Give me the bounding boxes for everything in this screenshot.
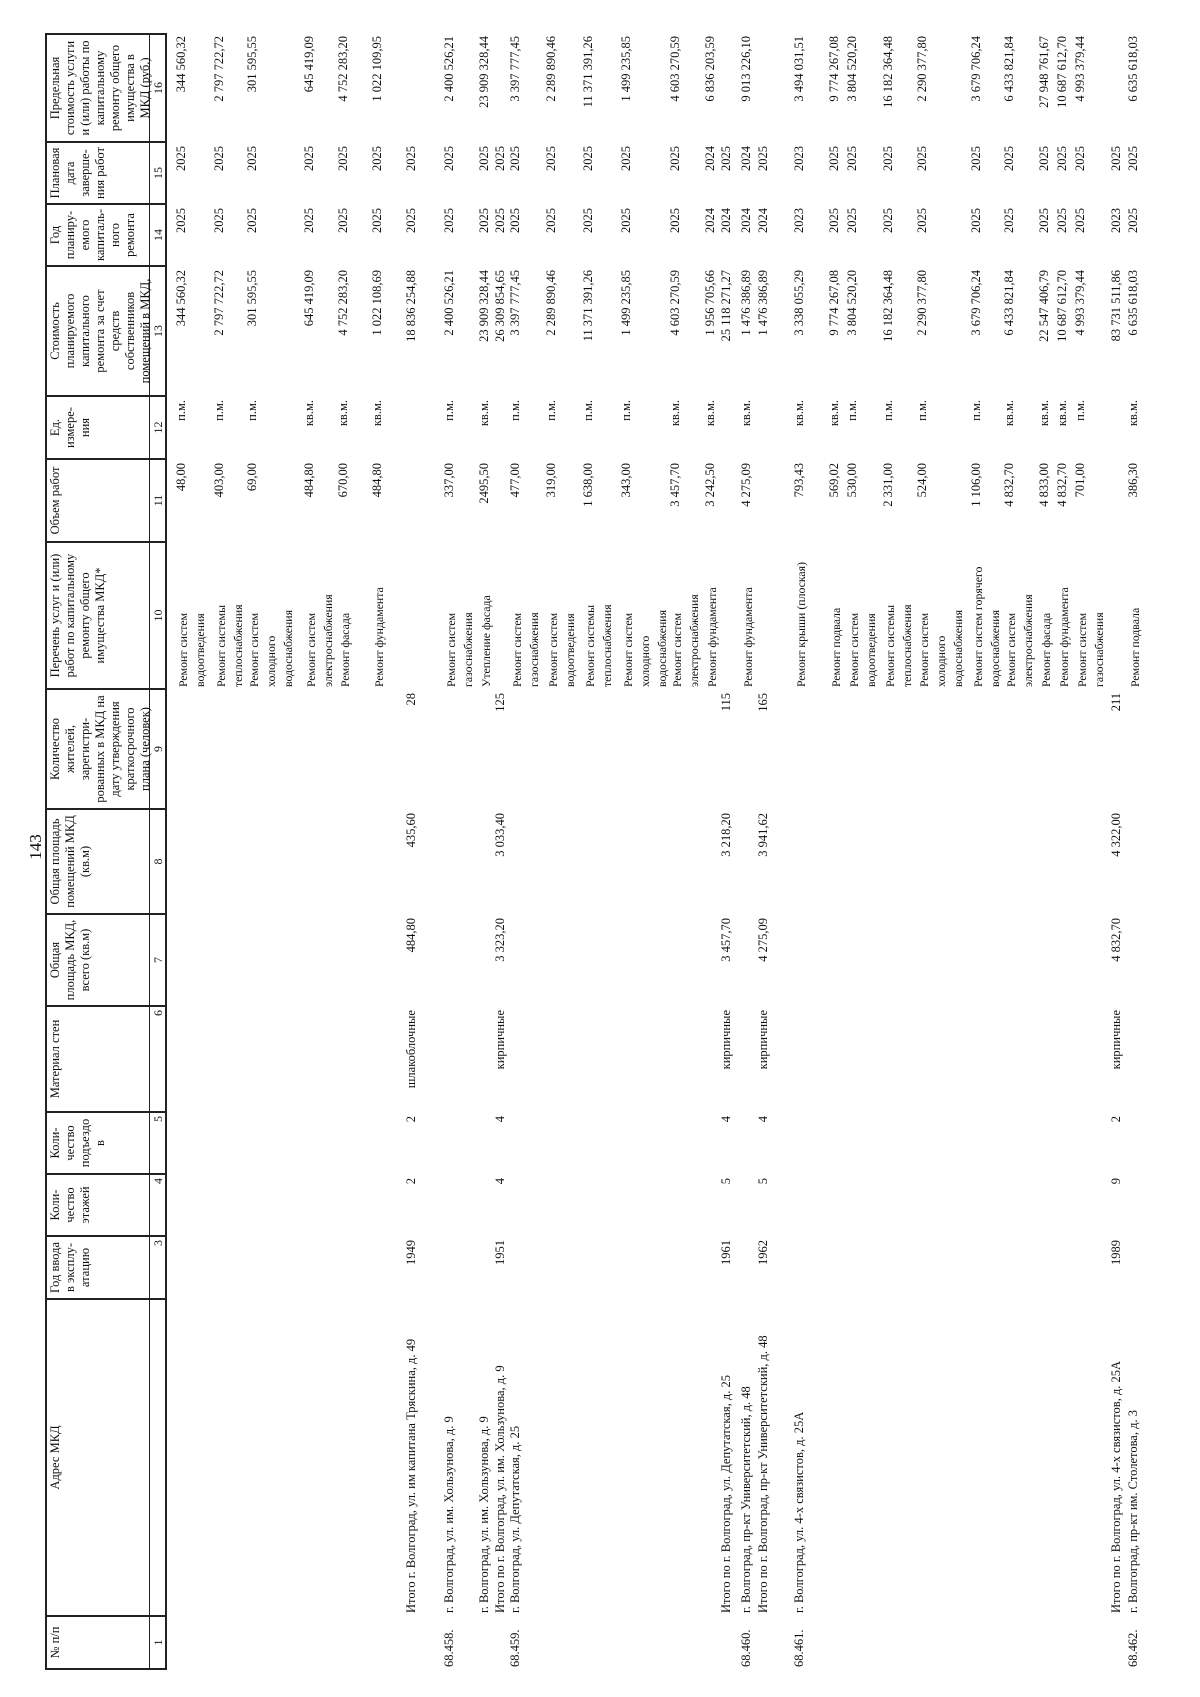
cell-residents: 165 [756, 693, 770, 712]
column-header-16: Предельная стоимость услуги и (или) работы по капитальному ремонту общего имущества в МКД (руб.) [45, 33, 150, 143]
cell-rooms-area: 3 941,62 [756, 813, 770, 857]
cell-limit-cost: 6 836 203,59 [703, 36, 717, 102]
cell-plan-year: 2025 [881, 208, 895, 233]
cell-plan-year: 2024 [756, 208, 770, 233]
cell-address: г. Волгоград, пр-кт Университетский, д. 48 [739, 1386, 753, 1613]
cell-work: Ремонт систем электроснабжения [670, 594, 701, 687]
cell-plan-year: 2025 [1037, 208, 1051, 233]
cell-work: Ремонт систем холодного водоснабжения [917, 609, 965, 687]
cell-cost: 3 679 706,24 [969, 270, 983, 336]
column-header-6: Материал стен [45, 1007, 150, 1113]
cell-num: 68.460. [739, 1629, 753, 1667]
cell-work: Ремонт фасада [338, 612, 352, 687]
cell-cost: 2 400 526,21 [442, 270, 456, 336]
cell-limit-cost: 16 182 364,48 [881, 36, 895, 108]
cell-volume: 343,00 [619, 463, 633, 498]
cell-volume: 4 833,00 [1037, 463, 1051, 507]
column-header-9: Количество жителей, зарегистри- рованных в МКД на дату утверждения краткосрочного плана (человек) [45, 690, 150, 810]
cell-floors: 5 [756, 1178, 770, 1185]
column-header-15: Плановая дата заверше- ния работ [45, 143, 150, 205]
cell-limit-cost: 2 289 890,46 [544, 36, 558, 102]
cell-limit-cost: 3 804 520,20 [845, 36, 859, 102]
cell-cost: 16 182 364,48 [881, 270, 895, 342]
cell-rooms-area: 3 218,20 [719, 813, 733, 857]
cell-plan-year: 2023 [1109, 208, 1123, 233]
cell-unit: п.м. [544, 400, 558, 421]
cell-plan-year: 2025 [969, 208, 983, 233]
cell-address: г. Волгоград, пр-кт им. Столетова, д. 3 [1126, 1410, 1140, 1613]
cell-plan-year: 2025 [477, 208, 491, 233]
cell-end-year: 2025 [1002, 146, 1016, 171]
cell-plan-year: 2025 [370, 208, 384, 233]
column-number-15: 15 [150, 143, 167, 205]
cell-end-year: 2025 [1073, 146, 1087, 171]
cell-address: г. Волгоград, ул. им. Хользунова, д. 9 [477, 1416, 491, 1613]
cell-end-year: 2025 [1055, 146, 1069, 171]
cell-end-year: 2025 [302, 146, 316, 171]
cell-cost: 3 338 055,29 [792, 270, 806, 336]
cell-volume: 2 331,00 [881, 463, 895, 507]
cell-volume: 337,00 [442, 463, 456, 498]
cell-volume: 2495,50 [477, 463, 491, 504]
cell-limit-cost: 11 371 391,26 [581, 36, 595, 108]
cell-volume: 4 832,70 [1055, 463, 1069, 507]
cell-volume: 530,00 [845, 463, 859, 498]
cell-residents: 115 [719, 693, 733, 712]
cell-end-year: 2023 [792, 146, 806, 171]
cell-work: Ремонт систем электроснабжения [1004, 594, 1035, 687]
cell-cost: 3 804 520,20 [845, 270, 859, 336]
cell-end-year: 2025 [370, 146, 384, 171]
cell-unit: п.м. [212, 400, 226, 421]
cell-end-year: 2025 [668, 146, 682, 171]
cell-plan-year: 2025 [915, 208, 929, 233]
cell-work: Ремонт систем газоснабжения [1075, 612, 1106, 687]
cell-cost: 1 499 235,85 [619, 270, 633, 336]
cell-volume: 1 638,00 [581, 463, 595, 507]
cell-limit-cost: 23 909 328,44 [477, 36, 491, 108]
column-number-12: 12 [150, 397, 167, 460]
cell-residents: 125 [493, 693, 507, 712]
cell-num: 68.461. [792, 1629, 806, 1667]
cell-volume: 524,00 [915, 463, 929, 498]
page-number: 143 [26, 834, 45, 860]
cell-end-year: 2025 [493, 146, 507, 171]
cell-total-area: 3 457,70 [719, 918, 733, 962]
cell-limit-cost: 4 993 379,44 [1073, 36, 1087, 102]
cell-volume: 69,00 [245, 463, 259, 492]
cell-volume: 319,00 [544, 463, 558, 498]
cell-unit: кв.м. [370, 400, 384, 427]
column-number-1: 1 [150, 1617, 167, 1670]
cell-work: Ремонт фасада [1039, 612, 1053, 687]
cell-plan-year: 2025 [336, 208, 350, 233]
cell-cost: 1 022 108,69 [370, 270, 384, 336]
cell-end-year: 2025 [174, 146, 188, 171]
cell-end-year: 2025 [619, 146, 633, 171]
cell-cost: 4 603 270,59 [668, 270, 682, 336]
cell-limit-cost: 344 560,32 [174, 36, 188, 93]
cell-plan-year: 2025 [1002, 208, 1016, 233]
cell-cost: 10 687 612,70 [1055, 270, 1069, 342]
cell-cost: 11 371 391,26 [581, 270, 595, 342]
cell-year-built: 1962 [756, 1240, 770, 1265]
cell-unit: кв.м. [792, 400, 806, 427]
cell-end-year: 2025 [336, 146, 350, 171]
cell-cost: 344 560,32 [174, 270, 188, 327]
cell-unit: п.м. [245, 400, 259, 421]
cell-address: г. Волгоград, ул. им. Хользунова, д. 9 [442, 1416, 456, 1613]
column-number-3: 3 [150, 1237, 167, 1300]
cell-unit: кв.м. [336, 400, 350, 427]
cell-plan-year: 2025 [493, 208, 507, 233]
cell-cost: 22 547 406,79 [1037, 270, 1051, 342]
cell-plan-year: 2024 [739, 208, 753, 233]
cell-end-year: 2025 [508, 146, 522, 171]
cell-unit: кв.м. [1037, 400, 1051, 427]
cell-end-year: 2025 [1126, 146, 1140, 171]
cell-limit-cost: 9 013 226,10 [739, 36, 753, 102]
cell-limit-cost: 2 400 526,21 [442, 36, 456, 102]
cell-wall-material: кирпичные [493, 1010, 507, 1070]
cell-work: Ремонт фундамента [741, 587, 755, 687]
cell-limit-cost: 2 290 377,80 [915, 36, 929, 102]
column-number-10: 10 [150, 543, 167, 690]
cell-cost: 18 836 254,88 [404, 270, 418, 342]
cell-cost: 9 774 267,08 [827, 270, 841, 336]
cell-end-year: 2025 [404, 146, 418, 171]
cell-end-year: 2025 [1109, 146, 1123, 171]
cell-end-year: 2025 [544, 146, 558, 171]
cell-year-built: 1961 [719, 1240, 733, 1265]
cell-end-year: 2025 [827, 146, 841, 171]
cell-cost: 4 993 379,44 [1073, 270, 1087, 336]
cell-entrances: 2 [1109, 1116, 1123, 1123]
cell-plan-year: 2025 [404, 208, 418, 233]
cell-address: г. Волгоград, ул. 4-х связистов, д. 25А [792, 1411, 806, 1613]
column-number-6: 6 [150, 1007, 167, 1113]
cell-cost: 26 309 854,65 [493, 270, 507, 342]
cell-work: Ремонт подвала [829, 607, 843, 687]
cell-work: Ремонт системы теплоснабжения [583, 604, 614, 687]
cell-unit: кв.м. [668, 400, 682, 427]
cell-end-year: 2024 [703, 146, 717, 171]
cell-limit-cost: 27 948 761,67 [1037, 36, 1051, 108]
cell-limit-cost: 301 595,55 [245, 36, 259, 93]
cell-unit: п.м. [174, 400, 188, 421]
cell-work: Ремонт подвала [1128, 607, 1142, 687]
cell-end-year: 2025 [969, 146, 983, 171]
cell-cost: 25 118 271,27 [719, 270, 733, 342]
cell-cost: 2 290 377,80 [915, 270, 929, 336]
cell-end-year: 2025 [756, 146, 770, 171]
cell-year-built: 1951 [493, 1240, 507, 1265]
cell-plan-year: 2025 [245, 208, 259, 233]
cell-volume: 484,80 [370, 463, 384, 498]
column-number-14: 14 [150, 205, 167, 267]
cell-residents: 28 [404, 693, 418, 706]
cell-plan-year: 2025 [1073, 208, 1087, 233]
cell-unit: п.м. [1073, 400, 1087, 421]
cell-work: Ремонт систем газоснабжения [444, 612, 475, 687]
cell-total-area: 4 275,09 [756, 918, 770, 962]
column-number-4: 4 [150, 1175, 167, 1237]
cell-end-year: 2025 [881, 146, 895, 171]
cell-total-area: 3 323,20 [493, 918, 507, 962]
cell-plan-year: 2025 [1055, 208, 1069, 233]
cell-rooms-area: 4 322,00 [1109, 813, 1123, 857]
column-header-2: Адрес МКД [45, 1300, 150, 1617]
cell-residents: 211 [1109, 693, 1123, 712]
cell-limit-cost: 9 774 267,08 [827, 36, 841, 102]
cell-work: Ремонт системы теплоснабжения [214, 604, 245, 687]
cell-unit: кв.м. [1002, 400, 1016, 427]
cell-limit-cost: 6 635 618,03 [1126, 36, 1140, 102]
cell-floors: 4 [493, 1178, 507, 1185]
cell-unit: кв.м. [302, 400, 316, 427]
cell-unit: п.м. [581, 400, 595, 421]
cell-work: Ремонт систем холодного водоснабжения [247, 609, 295, 687]
cell-cost: 1 476 386,89 [756, 270, 770, 336]
column-header-11: Объем работ [45, 460, 150, 543]
cell-work: Ремонт фундамента [705, 587, 719, 687]
cell-work: Ремонт систем электроснабжения [304, 594, 335, 687]
cell-num: 68.462. [1126, 1629, 1140, 1667]
cell-year-built: 1989 [1109, 1240, 1123, 1265]
cell-plan-year: 2025 [544, 208, 558, 233]
cell-entrances: 4 [493, 1116, 507, 1123]
cell-plan-year: 2025 [619, 208, 633, 233]
cell-unit: п.м. [442, 400, 456, 421]
cell-cost: 2 797 722,72 [212, 270, 226, 336]
cell-volume: 1 106,00 [969, 463, 983, 507]
cell-cost: 301 595,55 [245, 270, 259, 327]
column-header-4: Коли- чество этажей [45, 1175, 150, 1237]
cell-cost: 2 289 890,46 [544, 270, 558, 336]
cell-cost: 3 397 777,45 [508, 270, 522, 336]
cell-cost: 645 419,09 [302, 270, 316, 327]
column-header-10: Перечень услуг и (или) работ по капитальному ремонту общего имущества МКД* [45, 543, 150, 690]
cell-unit: кв.м. [1126, 400, 1140, 427]
column-number-2 [150, 1300, 167, 1617]
cell-volume: 793,43 [792, 463, 806, 498]
cell-num: 68.459. [508, 1629, 522, 1667]
column-header-3: Год ввода в эксплу- атацию [45, 1237, 150, 1300]
cell-wall-material: кирпичные [719, 1010, 733, 1070]
cell-end-year: 2025 [442, 146, 456, 171]
cell-unit: кв.м. [1055, 400, 1069, 427]
column-header-14: Год планиру- емого капиталь- ного ремонта [45, 205, 150, 267]
cell-end-year: 2025 [212, 146, 226, 171]
cell-end-year: 2025 [581, 146, 595, 171]
column-number-8: 8 [150, 810, 167, 915]
column-number-5: 5 [150, 1113, 167, 1175]
column-number-7: 7 [150, 915, 167, 1007]
column-header-1: № п/п [45, 1617, 150, 1670]
cell-volume: 386,30 [1126, 463, 1140, 498]
cell-unit: кв.м. [703, 400, 717, 427]
cell-work: Ремонт фундамента [1057, 587, 1071, 687]
cell-plan-year: 2025 [212, 208, 226, 233]
cell-work: Ремонт систем водоотведения [176, 612, 207, 687]
cell-plan-year: 2024 [719, 208, 733, 233]
column-header-12: Ед. измере- ния [45, 397, 150, 460]
column-header-8: Общая площадь помещений МКД (кв.м) [45, 810, 150, 915]
cell-work: Утепление фасада [479, 595, 493, 687]
cell-volume: 403,00 [212, 463, 226, 498]
cell-volume: 3 457,70 [668, 463, 682, 507]
column-header-7: Общая площадь МКД, всего (кв.м) [45, 915, 150, 1007]
cell-unit: кв.м. [827, 400, 841, 427]
cell-end-year: 2025 [245, 146, 259, 171]
cell-volume: 477,00 [508, 463, 522, 498]
cell-total-area: 4 832,70 [1109, 918, 1123, 962]
cell-limit-cost: 3 397 777,45 [508, 36, 522, 102]
cell-address: Итого по г. Волгоград, пр-кт Университетский, д. 48 [756, 1335, 770, 1613]
cell-volume: 701,00 [1073, 463, 1087, 498]
column-header-13: Стоимость планируемого капитального ремонта за счет средств собственников помещений в МКД, [45, 267, 150, 397]
cell-limit-cost: 1 022 109,95 [370, 36, 384, 102]
column-number-13: 13 [150, 267, 167, 397]
cell-cost: 83 731 511,86 [1109, 270, 1123, 342]
cell-work: Ремонт систем водоотведения [847, 612, 878, 687]
cell-address: Итого по г. Волгоград, ул. им. Хользунова, д. 9 [493, 1365, 507, 1613]
cell-work: Ремонт системы теплоснабжения [883, 604, 914, 687]
cell-plan-year: 2025 [174, 208, 188, 233]
cell-limit-cost: 645 419,09 [302, 36, 316, 93]
cell-wall-material: кирпичные [1109, 1010, 1123, 1070]
cell-wall-material: шлакоблочные [404, 1010, 418, 1089]
cell-limit-cost: 2 797 722,72 [212, 36, 226, 102]
cell-unit: кв.м. [739, 400, 753, 427]
cell-cost: 4 752 283,20 [336, 270, 350, 336]
cell-num: 68.458. [442, 1629, 456, 1667]
cell-end-year: 2025 [915, 146, 929, 171]
cell-plan-year: 2023 [792, 208, 806, 233]
cell-cost: 1 956 705,66 [703, 270, 717, 336]
cell-end-year: 2025 [1037, 146, 1051, 171]
cell-unit: п.м. [845, 400, 859, 421]
cell-end-year: 2024 [739, 146, 753, 171]
cell-plan-year: 2025 [508, 208, 522, 233]
cell-total-area: 484,80 [404, 918, 418, 953]
cell-work: Ремонт систем водоотведения [546, 612, 577, 687]
cell-plan-year: 2025 [302, 208, 316, 233]
cell-limit-cost: 10 687 612,70 [1055, 36, 1069, 108]
cell-plan-year: 2025 [581, 208, 595, 233]
cell-volume: 48,00 [174, 463, 188, 492]
cell-limit-cost: 6 433 821,84 [1002, 36, 1016, 102]
cell-unit: п.м. [881, 400, 895, 421]
cell-address: Итого г. Волгоград, ул. им капитана Тряскина, д. 49 [404, 1338, 418, 1613]
cell-cost: 23 909 328,44 [477, 270, 491, 342]
cell-limit-cost: 3 679 706,24 [969, 36, 983, 102]
cell-entrances: 4 [719, 1116, 733, 1123]
cell-volume: 4 275,09 [739, 463, 753, 507]
cell-plan-year: 2025 [845, 208, 859, 233]
cell-unit: п.м. [619, 400, 633, 421]
cell-unit: п.м. [969, 400, 983, 421]
cell-plan-year: 2025 [1126, 208, 1140, 233]
column-header-5: Коли- чество подъездо в [45, 1113, 150, 1175]
cell-address: Итого по г. Волгоград, ул. Депутатская, д. 25 [719, 1375, 733, 1613]
cell-end-year: 2025 [845, 146, 859, 171]
cell-work: Ремонт систем газоснабжения [510, 612, 541, 687]
cell-unit: кв.м. [477, 400, 491, 427]
cell-floors: 5 [719, 1178, 733, 1185]
cell-plan-year: 2024 [703, 208, 717, 233]
cell-limit-cost: 1 499 235,85 [619, 36, 633, 102]
cell-work: Ремонт крыши (плоская) [794, 561, 808, 687]
cell-volume: 670,00 [336, 463, 350, 498]
cell-volume: 569,02 [827, 463, 841, 498]
cell-work: Ремонт фундамента [372, 587, 386, 687]
cell-plan-year: 2025 [442, 208, 456, 233]
cell-address: Итого по г. Волгоград, ул. 4-х связистов, д. 25А [1109, 1360, 1123, 1613]
cell-rooms-area: 435,60 [404, 813, 418, 848]
cell-end-year: 2025 [719, 146, 733, 171]
cell-work: Ремонт систем холодного водоснабжения [621, 609, 669, 687]
cell-limit-cost: 4 752 283,20 [336, 36, 350, 102]
cell-unit: п.м. [508, 400, 522, 421]
cell-year-built: 1949 [404, 1240, 418, 1265]
column-number-9: 9 [150, 690, 167, 810]
column-number-11: 11 [150, 460, 167, 543]
cell-volume: 484,80 [302, 463, 316, 498]
cell-entrances: 2 [404, 1116, 418, 1123]
cell-unit: п.м. [915, 400, 929, 421]
cell-cost: 6 635 618,03 [1126, 270, 1140, 336]
cell-cost: 6 433 821,84 [1002, 270, 1016, 336]
cell-wall-material: кирпичные [756, 1010, 770, 1070]
cell-floors: 2 [404, 1178, 418, 1185]
cell-limit-cost: 3 494 031,51 [792, 36, 806, 102]
cell-work: Ремонт систем горячего водоснабжения [971, 566, 1002, 687]
cell-volume: 4 832,70 [1002, 463, 1016, 507]
cell-address: г. Волгоград, ул. Депутатская, д. 25 [508, 1425, 522, 1613]
cell-plan-year: 2025 [668, 208, 682, 233]
cell-limit-cost: 4 603 270,59 [668, 36, 682, 102]
cell-end-year: 2025 [477, 146, 491, 171]
cell-rooms-area: 3 033,40 [493, 813, 507, 857]
column-number-16: 16 [150, 33, 167, 143]
cell-entrances: 4 [756, 1116, 770, 1123]
cell-plan-year: 2025 [827, 208, 841, 233]
cell-floors: 9 [1109, 1178, 1123, 1185]
cell-cost: 1 476 386,89 [739, 270, 753, 336]
cell-volume: 3 242,50 [703, 463, 717, 507]
